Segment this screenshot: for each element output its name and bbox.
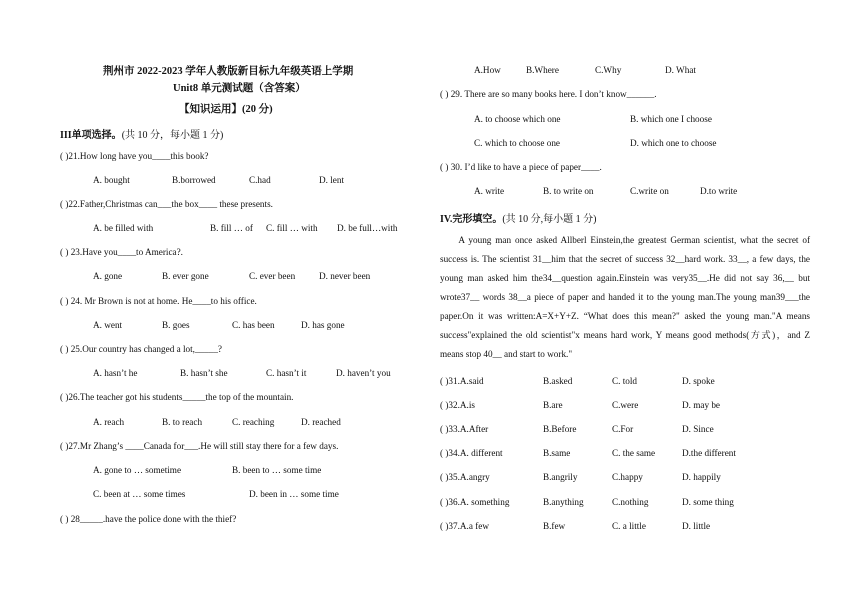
title-line-2: Unit8 单元测试题（含答案） <box>173 83 306 94</box>
cloze-q35-number: ( )35.A.angry <box>440 472 490 482</box>
cloze-q32-number: ( )32.A.is <box>440 400 475 410</box>
q30-option-a: A. write <box>474 186 505 196</box>
question-28-stem: ( ) 28_____.have the police done with the thief? <box>60 514 237 524</box>
question-27-stem: ( )27.Mr Zhang’s ____Canada for___.He will still stay there for a few days. <box>60 441 339 451</box>
cloze-q32-option-d: D. may be <box>682 400 721 410</box>
q28-option-a: A.How <box>474 65 501 75</box>
q30-option-c: C.write on <box>630 186 669 196</box>
q25-option-d: D. haven’t you <box>336 368 391 378</box>
cloze-q33-number: ( )33.A.After <box>440 424 489 434</box>
section-3-heading <box>60 126 223 141</box>
q27-option-a: A. gone to … sometime <box>93 465 182 475</box>
cloze-q37-option-d: D. little <box>682 521 711 531</box>
q30-option-b: B. to write on <box>543 186 594 196</box>
q26-option-b: B. to reach <box>162 417 203 427</box>
q21-option-c: C.had <box>249 175 271 185</box>
q28-option-d: D. What <box>665 65 696 75</box>
question-25-stem: ( ) 25.Our country has changed a lot,_____? <box>60 344 223 354</box>
question-23-stem: ( ) 23.Have you____to America?. <box>60 247 183 257</box>
q22-option-d: D. be full…with <box>337 223 398 233</box>
q25-option-c: C. hasn’t it <box>266 368 307 378</box>
q23-option-c: C. ever been <box>249 271 296 281</box>
question-21-stem: ( )21.How long have you____this book? <box>60 151 209 161</box>
q24-option-b: B. goes <box>162 320 190 330</box>
cloze-q31-number: ( )31.A.said <box>440 376 484 386</box>
cloze-q35-option-b: B.angrily <box>543 472 578 482</box>
cloze-q34-option-c: C. the same <box>612 448 656 458</box>
title-line-1: 荆州市 2022-2023 学年人教版新目标九年级英语上学期 <box>103 66 354 77</box>
title-line-3: 【知识运用】(20 分) <box>179 104 273 115</box>
q30-option-d: D.to write <box>700 186 738 196</box>
q29-option-c: C. which to choose one <box>474 138 560 148</box>
q26-option-d: D. reached <box>301 417 341 427</box>
q24-option-c: C. has been <box>232 320 275 330</box>
q22-option-b: B. fill … of <box>210 223 253 233</box>
question-22-stem: ( )22.Father,Christmas can___the box____ these presents. <box>60 199 273 209</box>
q22-option-c: C. fill … with <box>266 223 318 233</box>
question-24-stem: ( ) 24. Mr Brown is not at home. He____to his office. <box>60 296 257 306</box>
cloze-passage-text: A young man once asked Allberl Einstein,the greatest German scientist, what the secret of success is. The scientist 31__him that the secret of success 32__hard work. 33__, a few days, the young man asked him the34__question again.Einstein was very35__.He did not say 36,__ but wrote37__ words 38__a piece of paper and handed it to the young man.The young man39___the paper.On it was written:A=X+Y+Z. “What does this mean?" asked the young man."A means success"explained the old scientist"x means hard work, Y means good methods(方式)，and Z means stop 40__ and start to work." <box>440 235 810 359</box>
cloze-q35-option-d: D. happily <box>682 472 721 482</box>
q27-option-c: C. been at … some times <box>93 489 186 499</box>
cloze-q37-option-b: B.few <box>543 521 566 531</box>
q25-option-a: A. hasn’t he <box>93 368 138 378</box>
q24-option-a: A. went <box>93 320 123 330</box>
q26-option-c: C. reaching <box>232 417 275 427</box>
q29-option-a: A. to choose which one <box>474 114 561 124</box>
q24-option-d: D. has gone <box>301 320 345 330</box>
cloze-passage <box>440 231 810 364</box>
cloze-q31-option-c: C. told <box>612 376 638 386</box>
question-30-stem: ( ) 30. I’d like to have a piece of paper____. <box>440 162 602 172</box>
cloze-q33-option-d: D. Since <box>682 424 714 434</box>
q28-option-b: B.Where <box>526 65 559 75</box>
q29-option-d: D. which one to choose <box>630 138 717 148</box>
cloze-q36-option-d: D. some thing <box>682 497 734 507</box>
section-4-heading <box>440 210 597 225</box>
section-4-label: IV.完形填空。 <box>440 214 503 225</box>
cloze-q33-option-b: B.Before <box>543 424 577 434</box>
cloze-q35-option-c: C.happy <box>612 472 643 482</box>
q22-option-a: A. be filled with <box>93 223 154 233</box>
cloze-q32-option-b: B.are <box>543 400 563 410</box>
q23-option-b: B. ever gone <box>162 271 209 281</box>
section-3-note: (共 10 分，每小题 1 分) <box>121 130 224 141</box>
q21-option-a: A. bought <box>93 175 130 185</box>
section-4-note: (共 10 分,每小题 1 分) <box>502 214 597 225</box>
cloze-q33-option-c: C.For <box>612 424 634 434</box>
q27-option-d: D. been in … some time <box>249 489 339 499</box>
cloze-q34-option-d: D.the different <box>682 448 736 458</box>
cloze-q31-option-d: D. spoke <box>682 376 715 386</box>
cloze-q31-option-b: B.asked <box>543 376 573 386</box>
q23-option-d: D. never been <box>319 271 371 281</box>
q29-option-b: B. which one I choose <box>630 114 712 124</box>
cloze-q32-option-c: C.were <box>612 400 639 410</box>
cloze-q36-option-b: B.anything <box>543 497 584 507</box>
q27-option-b: B. been to … some time <box>232 465 322 475</box>
cloze-q37-option-c: C. a little <box>612 521 646 531</box>
q26-option-a: A. reach <box>93 417 125 427</box>
q25-option-b: B. hasn’t she <box>180 368 228 378</box>
cloze-q34-number: ( )34.A. different <box>440 448 503 458</box>
question-26-stem: ( )26.The teacher got his students_____the top of the mountain. <box>60 392 294 402</box>
cloze-q37-number: ( )37.A.a few <box>440 521 489 531</box>
cloze-q36-number: ( )36.A. something <box>440 497 510 507</box>
question-29-stem: ( ) 29. There are so many books here. I don’t know______. <box>440 89 657 99</box>
section-3-label: III单项选择。 <box>60 130 122 141</box>
q21-option-b: B.borrowed <box>172 175 216 185</box>
q23-option-a: A. gone <box>93 271 123 281</box>
q28-option-c: C.Why <box>595 65 622 75</box>
q21-option-d: D. lent <box>319 175 345 185</box>
cloze-q36-option-c: C.nothing <box>612 497 649 507</box>
cloze-q34-option-b: B.same <box>543 448 571 458</box>
